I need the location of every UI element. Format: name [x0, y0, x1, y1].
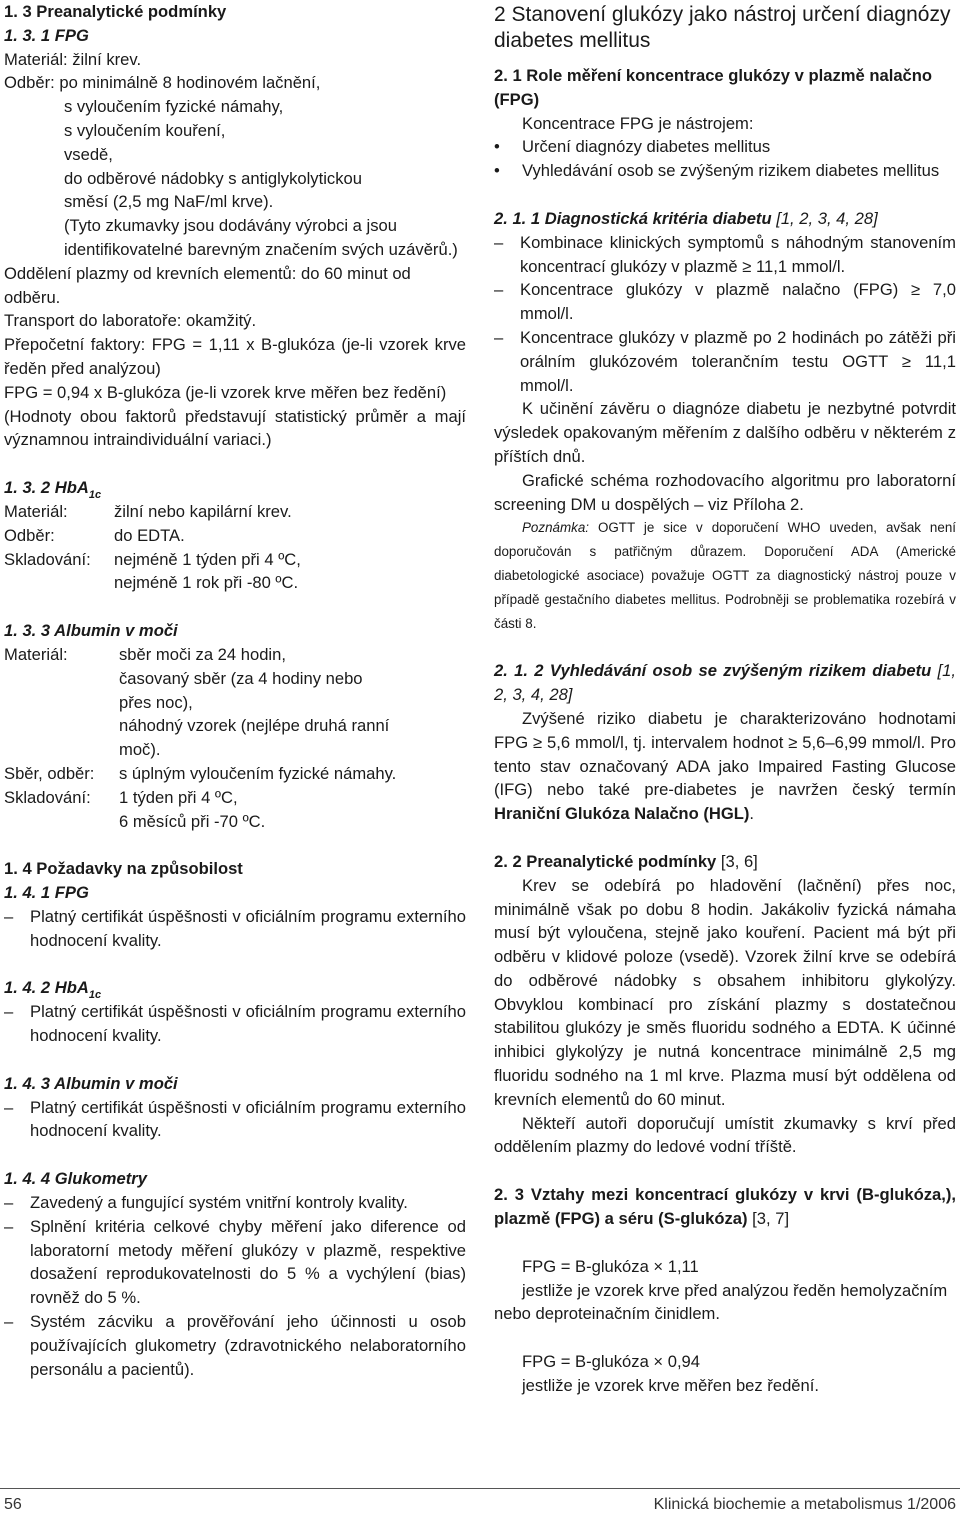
text-paragraph — [494, 707, 956, 826]
heading-text: 2. 1. 1 Diagnostická kritéria diabetu — [494, 208, 772, 228]
subsection-heading-2-3 — [494, 1183, 956, 1231]
kv-row — [4, 500, 466, 524]
section-heading-2: 2 Stanovení glukózy jako nástroj určení diagnózy diabetes mellitus — [494, 3, 951, 52]
kv-row — [4, 667, 466, 691]
text-line: s vyloučením kouření, — [64, 120, 226, 140]
text-paragraph: FPG = 0,94 x B-glukóza (je-li vzorek krve měřen bez ředění) — [4, 382, 447, 402]
text-paragraph: (Tyto zkumavky jsou dodávány výrobci a jsou identifikovatelné barevným značením svých uzávěrů.) — [64, 216, 458, 259]
bullet-text: Určení diagnózy diabetes mellitus — [522, 137, 771, 157]
formula: FPG = B-glukóza × 1,11 — [522, 1256, 699, 1276]
dash-marker: – — [494, 232, 504, 252]
kv-row — [4, 738, 466, 762]
text-paragraph: (Hodnoty obou faktorů představují statistický průměr a mají významnou intraindividuální variaci.) — [4, 406, 466, 450]
text-line: vsedě, — [64, 144, 113, 164]
subsection-heading-1-3-3: 1. 3. 3 Albumin v moči — [4, 621, 178, 641]
subsection-heading-1-4-2 — [4, 976, 466, 1000]
spacer — [494, 1231, 956, 1255]
kv-key — [4, 810, 119, 834]
spacer — [4, 595, 466, 619]
kv-key: Materiál: — [4, 501, 68, 521]
spacer — [4, 1143, 466, 1167]
spacer — [4, 833, 466, 857]
kv-key: Materiál: — [4, 644, 68, 664]
kv-value: 6 měsíců při -70 ºC. — [119, 811, 266, 831]
dash-text: Systém zácviku a prověřování jeho účinnosti u osob používajících glukometry (zdravotnického nelaboratorního personálu a pacientů). — [30, 1312, 466, 1379]
right-column — [494, 0, 956, 1398]
kv-key — [4, 738, 119, 762]
kv-row — [4, 691, 466, 715]
footer-divider — [0, 1488, 960, 1489]
kv-row — [4, 810, 466, 834]
text-span: Zvýšené riziko diabetu je charakterizováno hodnotami FPG ≥ 5,6 mmol/l, tj. intervalem hodnot ≥ 5,6–6,99 mmol/l. Pro tento stav označovaný ADA jako Impaired Fasting Glucose (IFG) nebo také pre-diabetes je navržen český termín — [494, 708, 956, 800]
kv-key — [4, 667, 119, 691]
dash-text: Splnění kritéria celkové chyby měření jako diference od laboratorní metody měření glukózy v plazmě, respektive dosažení reprodukovatelnosti do 5 % a vychýlení (bias) rovněž do 5 %. — [30, 1216, 466, 1308]
text-paragraph: Oddělení plazmy od krevních elementů: do 60 minut od odběru. — [4, 263, 411, 307]
kv-row — [4, 571, 466, 595]
bullet-marker: • — [494, 137, 500, 157]
dash-marker: – — [4, 1097, 14, 1117]
heading-refs: [1, 2, 3, 4, 28] — [771, 208, 878, 228]
kv-row — [4, 762, 466, 786]
dash-item — [494, 278, 956, 326]
dash-item — [4, 1096, 466, 1144]
kv-key — [4, 571, 114, 595]
kv-row — [4, 524, 466, 548]
kv-key — [4, 714, 119, 738]
term-bold: Hraniční Glukóza Nalačno (HGL) — [494, 804, 750, 824]
dash-item — [4, 1000, 466, 1048]
text-line: jestliže je vzorek krve měřen bez ředění. — [522, 1376, 819, 1396]
kv-value: žilní nebo kapilární krev. — [114, 501, 292, 521]
dash-item — [4, 1310, 466, 1381]
subsection-heading-2-2 — [494, 850, 956, 874]
kv-row — [4, 548, 466, 572]
indented-block — [4, 95, 466, 262]
section-heading-1-3: 1. 3 Preanalytické podmínky — [4, 2, 227, 21]
dash-marker: – — [494, 280, 504, 300]
text-line: Transport do laboratoře: okamžitý. — [4, 311, 257, 331]
spacer — [494, 1159, 956, 1183]
subsection-heading-2-1-1 — [494, 207, 956, 231]
subsection-heading-1-3-1: 1. 3. 1 FPG — [4, 25, 89, 45]
formula: FPG = B-glukóza × 0,94 — [522, 1352, 701, 1372]
text-line: do odběrové nádobky s antiglykolytickou — [64, 168, 362, 188]
dash-item — [4, 1215, 466, 1310]
kv-key: Odběr: — [4, 525, 55, 545]
dash-item — [494, 231, 956, 279]
section-heading-1-4: 1. 4 Požadavky na způsobilost — [4, 859, 243, 879]
text-line: směsí (2,5 mg NaF/ml krve). — [64, 192, 274, 212]
text-paragraph: Krev se odebírá po hladovění (lačnění) přes noc, minimálně však po dobu 8 hodin. Jakákoliv fyzická námaha musí být vyloučena, stejně jako kouření. Pacient má být při odběru v klidové poloze (vsedě). Vzorek žilní krve se odebírá do odběrové nádobky s obsahem inhibitoru glykolýzy. Obvyklou kombinací pro získání plazmy s dostatečnou stabilitou glukózy je směs fluoridu sodného a EDTA. K účinné inhibici glykolýzy je nutná koncentrace minimálně 2,5 mg fluoridu sodného na 1 ml krve. Plazma musí být oddělena od krevních elementů do 60 minut. — [494, 875, 956, 1109]
spacer — [4, 1048, 466, 1072]
text-line: Materiál: žilní krev. — [4, 49, 142, 69]
kv-row — [4, 786, 466, 810]
subsection-heading-1-4-1: 1. 4. 1 FPG — [4, 883, 89, 903]
subsection-heading-1-4-3: 1. 4. 3 Albumin v moči — [4, 1073, 178, 1093]
heading-refs: [3, 7] — [747, 1209, 790, 1229]
text-span: . — [749, 804, 755, 824]
kv-key: Skladování: — [4, 549, 91, 569]
kv-key: Skladování: — [4, 787, 91, 807]
dash-item — [4, 1191, 466, 1215]
spacer — [494, 54, 956, 64]
kv-key: Sběr, odběr: — [4, 763, 95, 783]
kv-value: s úplným vyloučením fyzické námahy. — [119, 763, 397, 783]
heading-text: 2. 2 Preanalytické podmínky — [494, 851, 717, 871]
bullet-item — [494, 135, 956, 159]
spacer — [494, 826, 956, 850]
bullet-marker: • — [494, 161, 500, 181]
spacer — [494, 1326, 956, 1350]
heading-text: 1. 3. 2 HbA — [4, 478, 89, 498]
text-paragraph: jestliže je vzorek krve před analýzou ředěn hemolyzačním nebo deproteinačním činidlem. — [494, 1280, 948, 1324]
subscript: 1c — [88, 989, 102, 1002]
spacer — [494, 635, 956, 659]
note-paragraph — [494, 516, 956, 635]
heading-text: 2. 3 Vztahy mezi koncentrací glukózy v krvi (B-glukóza,), plazmě (FPG) a séru (S-glukóza) — [494, 1185, 956, 1229]
kv-row — [4, 714, 466, 738]
journal-name: Klinická biochemie a metabolismus 1/2006 — [653, 1496, 956, 1513]
spacer — [4, 952, 466, 976]
subsection-heading-1-3-2 — [4, 476, 466, 500]
dash-marker: – — [4, 1002, 14, 1022]
spacer — [494, 183, 956, 207]
subsection-heading-2-1-2 — [494, 659, 956, 707]
dash-marker: – — [4, 1193, 14, 1213]
dash-text: Platný certifikát úspěšnosti v oficiálním programu externího hodnocení kvality. — [30, 1002, 466, 1046]
dash-text: Zavedený a fungující systém vnitřní kontroly kvality. — [30, 1193, 408, 1213]
heading-refs: [1, 2, 3, 4, 28] — [494, 661, 956, 705]
dash-marker: – — [4, 1312, 14, 1332]
albumin-list — [4, 643, 466, 833]
subsection-heading-1-4-4: 1. 4. 4 Glukometry — [4, 1169, 147, 1189]
kv-value: do EDTA. — [114, 525, 185, 545]
subscript: 1c — [88, 489, 102, 502]
bullet-item — [494, 159, 956, 183]
dash-text: Platný certifikát úspěšnosti v oficiálním programu externího hodnocení kvality. — [30, 1097, 466, 1141]
bullet-text: Vyhledávání osob se zvýšeným rizikem diabetes mellitus — [522, 161, 940, 181]
dash-text: Koncentrace glukózy v plazmě nalačno (FPG) ≥ 7,0 mmol/l. — [520, 280, 956, 324]
kv-value: časovaný sběr (za 4 hodiny nebo — [119, 668, 363, 688]
hba-list — [4, 500, 466, 595]
dash-marker: – — [4, 906, 14, 926]
dash-marker: – — [4, 1216, 14, 1236]
dash-item — [494, 326, 956, 397]
kv-value: 1 týden při 4 ºC, — [119, 787, 238, 807]
kv-key — [4, 691, 119, 715]
text-line: Odběr: po minimálně 8 hodinovém lačnění, — [4, 73, 321, 93]
kv-value: nejméně 1 rok při -80 ºC. — [114, 573, 299, 593]
left-column — [4, 0, 466, 1381]
dash-text: Koncentrace glukózy v plazmě po 2 hodinách po zátěži při orálním glukózovém tolerančním testu OGTT ≥ 11,1 mmol/l. — [520, 327, 956, 395]
heading-text: 2. 1. 2 Vyhledávání osob se zvýšeným rizikem diabetu — [494, 661, 932, 681]
page-number: 56 — [4, 1496, 22, 1513]
subsection-heading-2-1: 2. 1 Role měření koncentrace glukózy v plazmě nalačno (FPG) — [494, 66, 933, 109]
text-line: s vyloučením fyzické námahy, — [64, 97, 284, 117]
text-paragraph: Přepočetní faktory: FPG = 1,11 x B-glukóza (je-li vzorek krve ředěn před analýzou) — [4, 335, 466, 378]
dash-marker: – — [494, 327, 504, 347]
kv-value: nejméně 1 týden při 4 ºC, — [114, 549, 301, 569]
kv-value: moč). — [119, 740, 161, 760]
kv-value: sběr moči za 24 hodin, — [119, 644, 286, 664]
kv-row — [4, 643, 466, 667]
kv-value: náhodný vzorek (nejlépe druhá ranní — [119, 716, 390, 736]
text-line: Koncentrace FPG je nástrojem: — [522, 113, 754, 133]
dash-text: Kombinace klinických symptomů s náhodným stanovením koncentrací glukózy v plazmě ≥ 11,1 mmol/l. — [520, 232, 956, 276]
dash-text: Platný certifikát úspěšnosti v oficiálním programu externího hodnocení kvality. — [30, 906, 466, 950]
note-label: Poznámka: — [522, 520, 589, 536]
heading-refs: [3, 6] — [716, 851, 758, 871]
spacer — [4, 452, 466, 476]
heading-text: 1. 4. 2 HbA — [4, 978, 89, 998]
text-paragraph: K učinění závěru o diagnóze diabetu je nezbytné potvrdit výsledek opakovaným měřením z dalšího odběru v některém z příštích dnů. — [494, 399, 956, 466]
kv-value: přes noc), — [119, 692, 193, 712]
dash-item — [4, 905, 466, 953]
note-text: OGTT je sice v doporučení WHO uveden, avšak není doporučován s patřičným důrazem. Doporučení ADA (Americké diabetologické asociace) považuje OGTT za diagnostický nástroj pouze v případě gestačního diabetes mellitus. Podrobněji se problematika rozebírá v části 8. — [494, 520, 956, 631]
text-paragraph: Grafické schéma rozhodovacího algoritmu pro laboratorní screening DM u dospělých – viz Příloha 2. — [494, 470, 956, 514]
text-paragraph: Někteří autoři doporučují umístit zkumavky s krví před oddělením plazmy do ledové vodní tříště. — [494, 1113, 956, 1157]
